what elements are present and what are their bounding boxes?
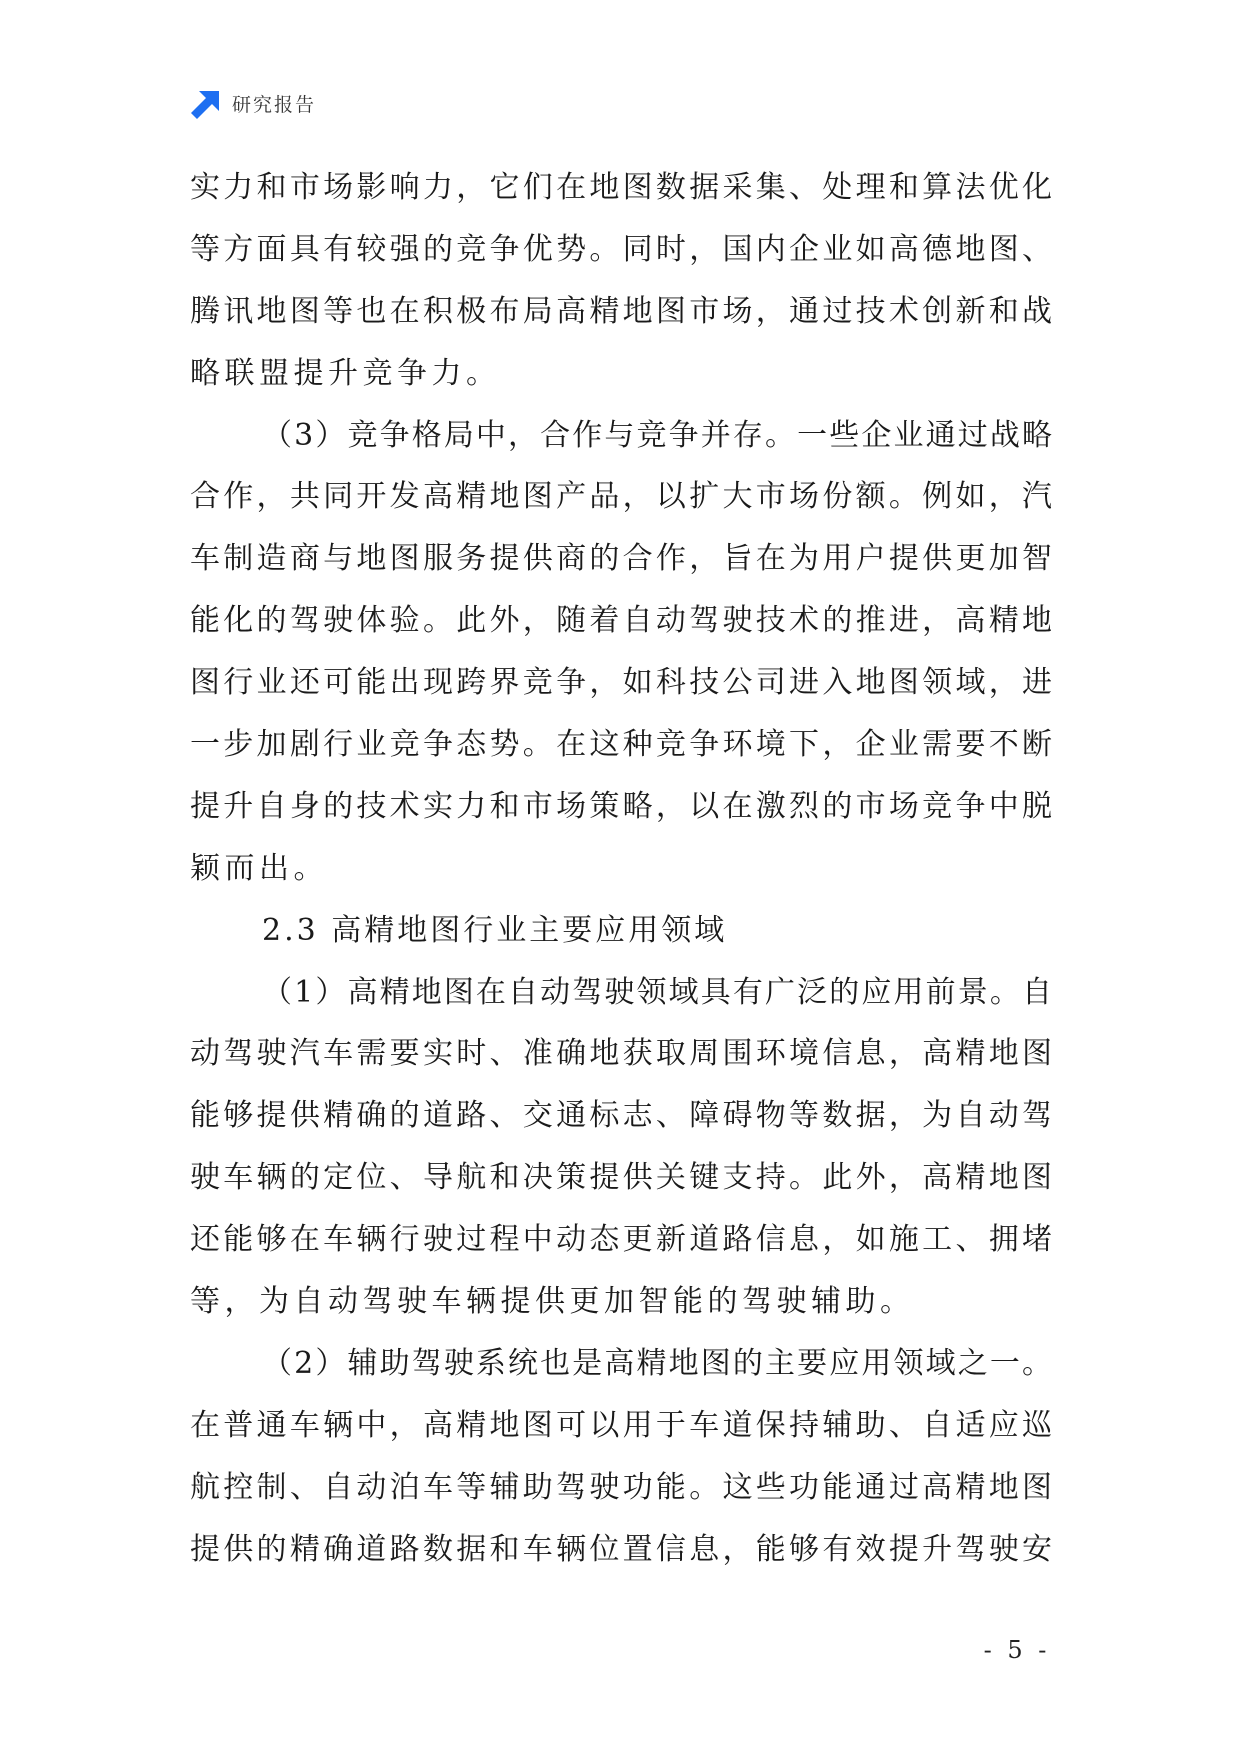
text-line: 略联盟提升竞争力。 <box>190 355 501 391</box>
text-line: 能够提供精确的道路、交通标志、障碍物等数据，为自动驾 <box>190 1098 1052 1134</box>
text-line: 提升自身的技术实力和市场策略，以在激烈的市场竞争中脱 <box>190 788 1052 824</box>
section-heading: 2.3 高精地图行业主要应用领域 <box>262 912 728 948</box>
text-line: 在普通车辆中，高精地图可以用于车道保持辅助、自适应巡 <box>190 1407 1052 1443</box>
text-line: 一步加剧行业竞争态势。在这种竞争环境下，企业需要不断 <box>190 727 1052 763</box>
header-title: 研究报告 <box>232 94 317 116</box>
text-line: 提供的精确道路数据和车辆位置信息，能够有效提升驾驶安 <box>190 1531 1052 1567</box>
page-number: - 5 - <box>983 1636 1051 1664</box>
text-line: 航控制、自动泊车等辅助驾驶功能。这些功能通过高精地图 <box>190 1469 1052 1505</box>
text-line: 还能够在车辆行驶过程中动态更新道路信息，如施工、拥堵 <box>190 1222 1052 1258</box>
text-line: （2）辅助驾驶系统也是高精地图的主要应用领域之一。 <box>262 1345 1052 1381</box>
text-line: 动驾驶汽车需要实时、准确地获取周围环境信息，高精地图 <box>190 1036 1052 1072</box>
text-line: 等方面具有较强的竞争优势。同时，国内企业如高德地图、 <box>190 231 1052 267</box>
text-line: 合作，共同开发高精地图产品，以扩大市场份额。例如，汽 <box>190 479 1052 515</box>
paragraph-continued <box>190 157 1052 405</box>
text-line: 能化的驾驶体验。此外，随着自动驾驶技术的推进，高精地 <box>190 603 1052 639</box>
text-line: （3）竞争格局中，合作与竞争并存。一些企业通过战略 <box>262 417 1052 453</box>
document-body <box>190 157 1052 1580</box>
paragraph-item-1 <box>190 962 1052 1333</box>
text-line: 车制造商与地图服务提供商的合作，旨在为用户提供更加智 <box>190 541 1052 577</box>
paragraph-item-3 <box>190 405 1052 900</box>
text-line: 驶车辆的定位、导航和决策提供关键支持。此外，高精地图 <box>190 1160 1052 1196</box>
text-line: 实力和市场影响力，它们在地图数据采集、处理和算法优化 <box>190 170 1052 205</box>
text-line: （1）高精地图在自动驾驶领域具有广泛的应用前景。自 <box>262 974 1052 1010</box>
text-line: 图行业还可能出现跨界竞争，如科技公司进入地图领域，进 <box>190 665 1052 701</box>
text-line: 腾讯地图等也在积极布局高精地图市场，通过技术创新和战 <box>190 293 1052 329</box>
text-line: 等，为自动驾驶车辆提供更加智能的驾驶辅助。 <box>190 1284 915 1320</box>
arrow-up-right-logo-icon <box>190 90 220 120</box>
paragraph-item-2 <box>190 1333 1052 1581</box>
text-line: 颖而出。 <box>190 850 328 886</box>
